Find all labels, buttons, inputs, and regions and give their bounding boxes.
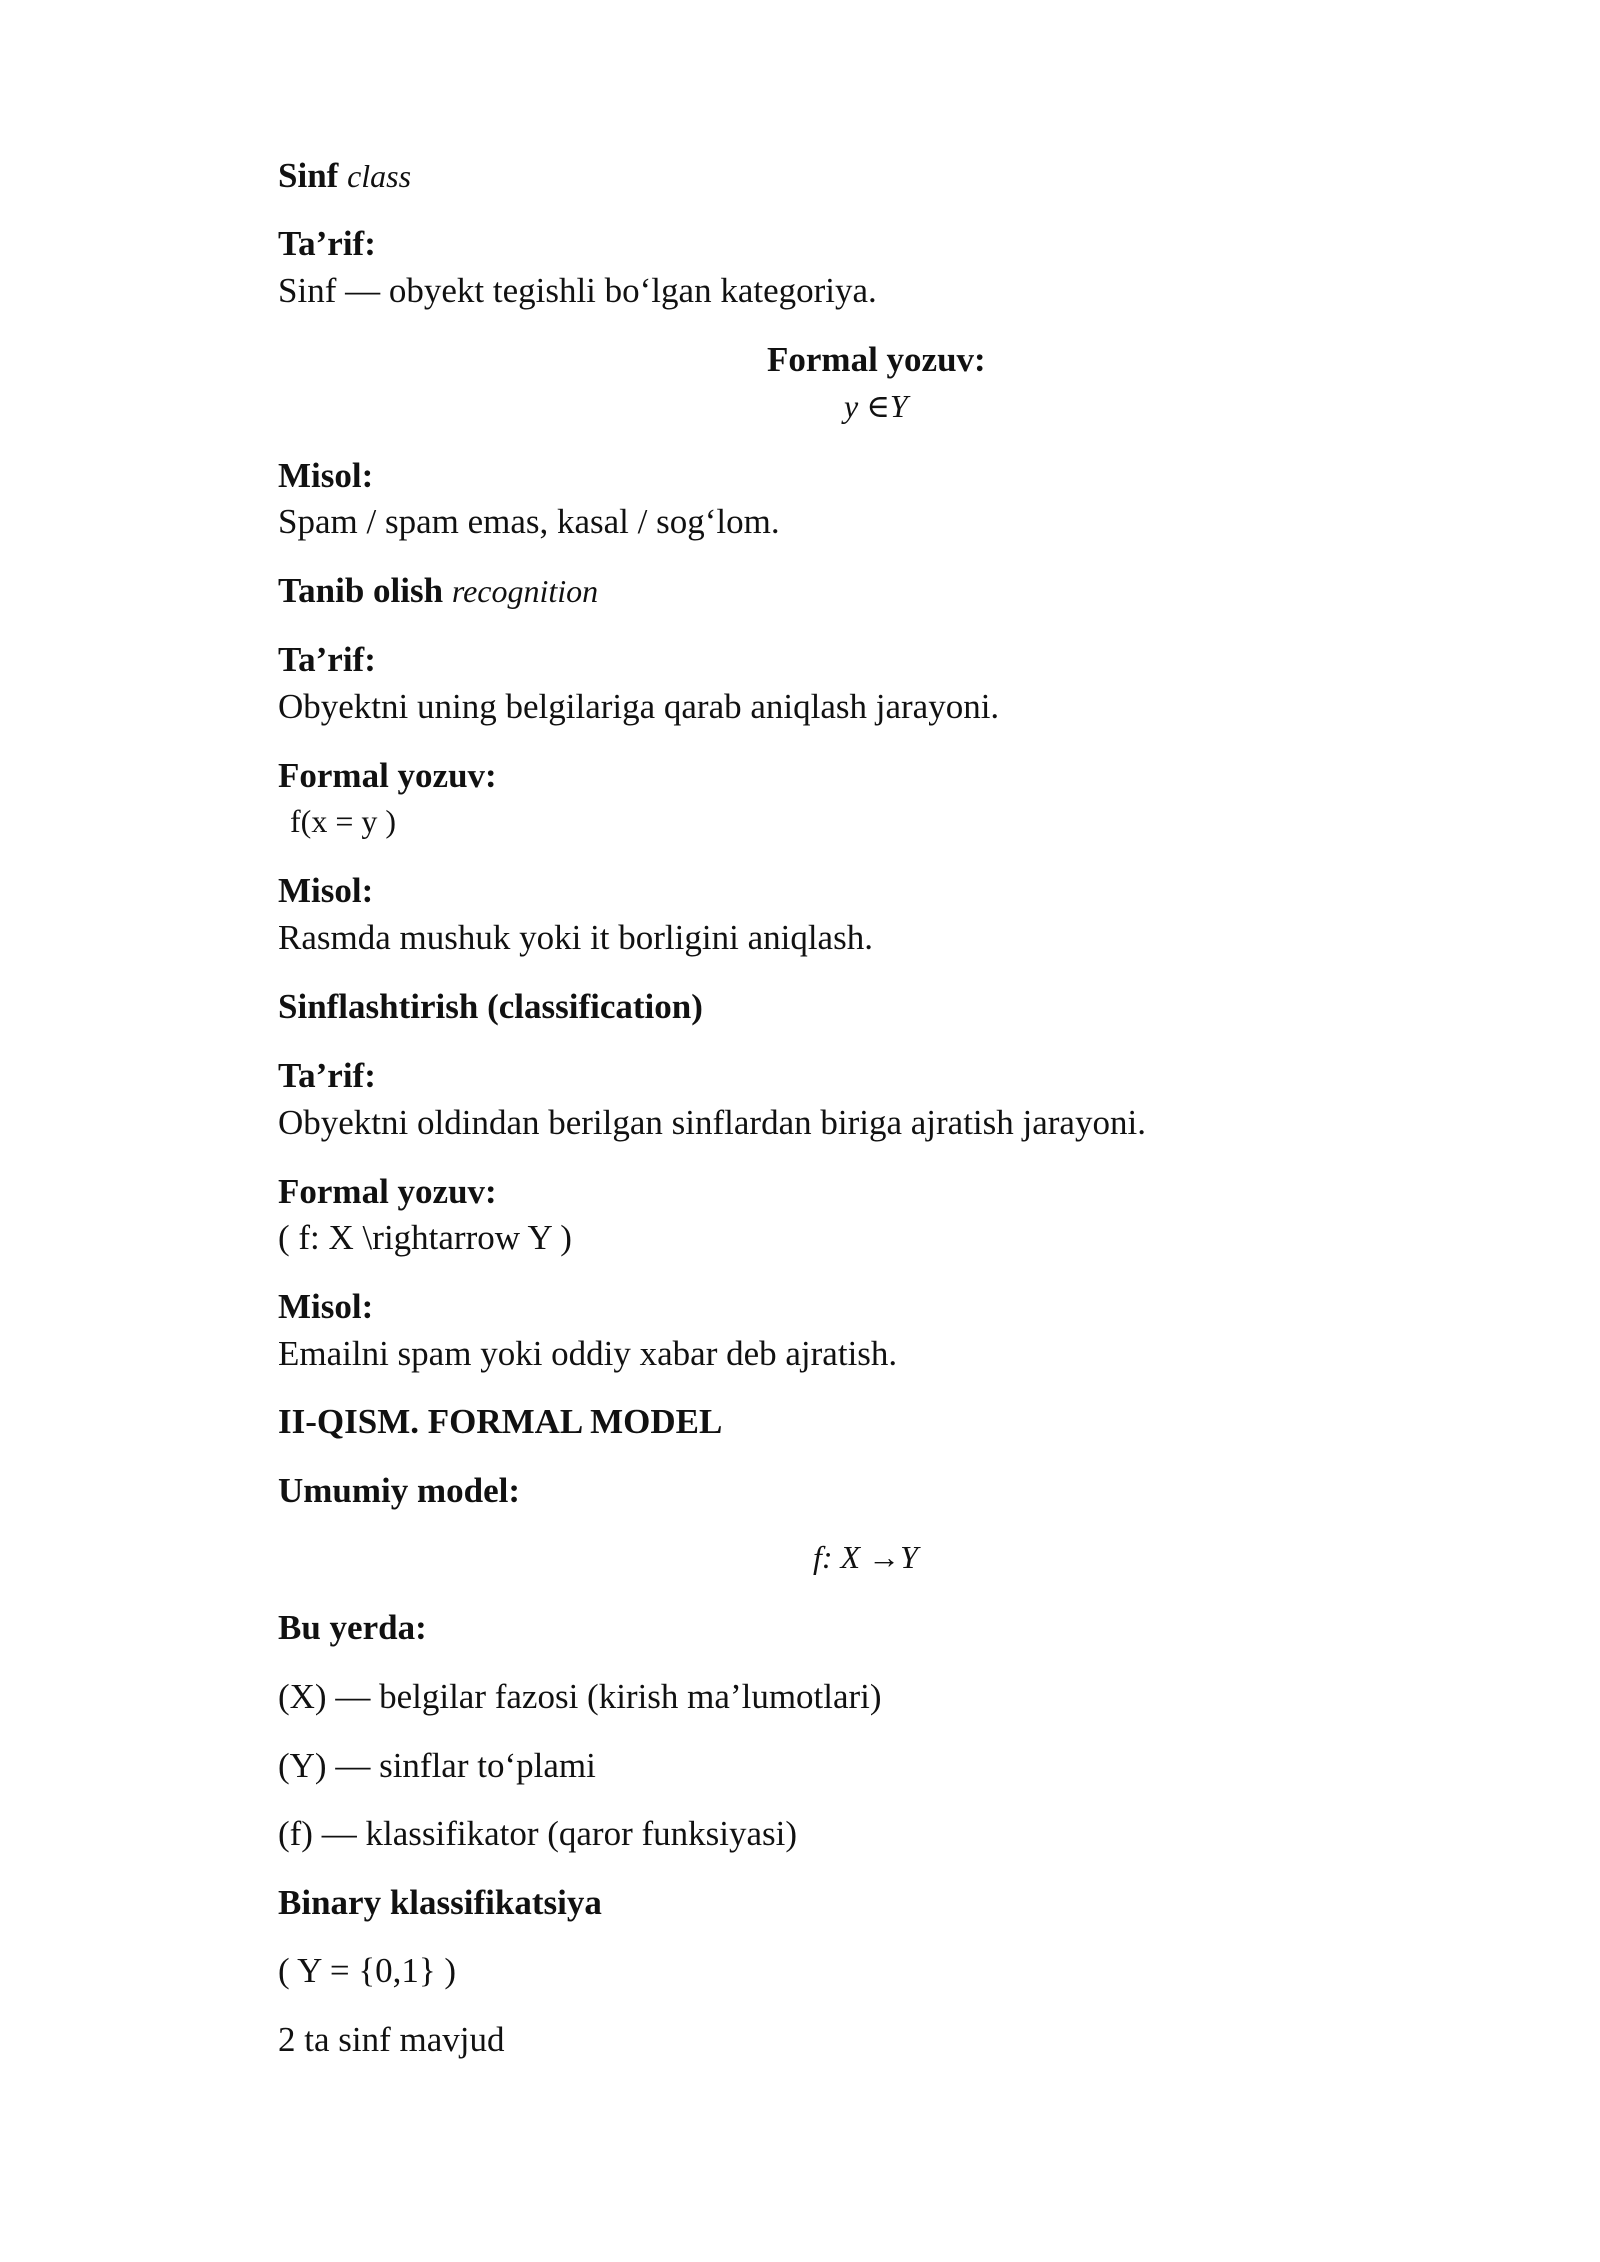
sinf-formal-formula: y ∈Y <box>844 388 908 424</box>
binary-heading: Binary klassifikatsiya <box>278 1883 602 1922</box>
sinf-heading-term: Sinf <box>278 156 339 195</box>
sinflashtirish-formal-label: Formal yozuv: <box>278 1172 497 1211</box>
sinflashtirish-misol-text: Emailni spam yoki oddiy xabar deb ajratish. <box>278 1334 898 1373</box>
sinflashtirish-heading: Sinflashtirish (classification) <box>278 987 703 1026</box>
definition-item: (Y) — sinflar to‘plami <box>278 1746 596 1785</box>
binary-formula: ( Y = {0,1} ) <box>278 1951 457 1990</box>
definition-item: (X) — belgilar fazosi (kirish ma’lumotlari) <box>278 1677 882 1716</box>
tanib-olish-misol-text: Rasmda mushuk yoki it borligini aniqlash. <box>278 918 873 957</box>
tanib-olish-heading-english: recognition <box>451 573 599 609</box>
binary-note: 2 ta sinf mavjud <box>278 2020 505 2059</box>
sinf-formal-label: Formal yozuv: <box>767 340 986 379</box>
bu-yerda-label: Bu yerda: <box>278 1608 427 1647</box>
tanib-olish-heading-term: Tanib olish <box>278 571 444 610</box>
definition-item: (f) — klassifikator (qaror funksiyasi) <box>278 1814 798 1853</box>
sinflashtirish-misol-label: Misol: <box>278 1287 374 1326</box>
sinf-tarif-label: Ta’rif: <box>278 224 376 263</box>
umumiy-model-label: Umumiy model: <box>278 1471 521 1510</box>
formal-model-heading: II-QISM. FORMAL MODEL <box>278 1402 723 1441</box>
sinflashtirish-formal-formula: ( f: X \rightarrow Y ) <box>278 1218 572 1257</box>
tanib-olish-formal-label: Formal yozuv: <box>278 756 497 795</box>
sinf-tarif-text: Sinf — obyekt tegishli bo‘lgan kategoriya. <box>278 271 877 310</box>
sinf-heading-english: class <box>347 158 412 194</box>
tanib-olish-heading <box>278 573 598 608</box>
tanib-olish-tarif-label: Ta’rif: <box>278 640 376 679</box>
tanib-olish-tarif-text: Obyektni uning belgilariga qarab aniqlash jarayoni. <box>278 687 1000 726</box>
sinf-misol-label: Misol: <box>278 456 374 495</box>
umumiy-model-formula: f: X →Y <box>813 1539 918 1575</box>
tanib-olish-misol-label: Misol: <box>278 871 374 910</box>
sinf-heading <box>278 158 411 193</box>
tanib-olish-formal-formula: f(x = y ) <box>290 803 397 839</box>
sinflashtirish-tarif-label: Ta’rif: <box>278 1056 376 1095</box>
sinf-misol-text: Spam / spam emas, kasal / sog‘lom. <box>278 502 780 541</box>
sinflashtirish-tarif-text: Obyektni oldindan berilgan sinflardan biriga ajratish jarayoni. <box>278 1103 1146 1142</box>
